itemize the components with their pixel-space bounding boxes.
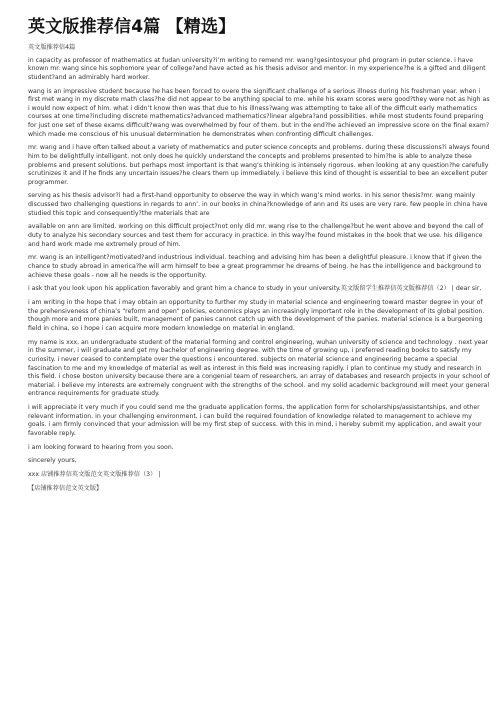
paragraph-material-science: i am writing in the hope that i may obtain an opportunity to further my study in material science and engineering toward master degree in your of the prehensiveness of china’s “reform and open” policies, economics plays an increasingly important role in the development of its global position. though more and more panies built, management of panies cannot catch up with the development of the panies. material science is a burgeoning field in china, so i hope i can acquire more modern knowledge on material in england. bbox=[28, 299, 485, 332]
page-title: 英文版推荐信4篇 【精选】 bbox=[28, 17, 236, 37]
paragraph-ann: available on ann are limited. working on this difficult project?not only did mr. wang rise to the challenge?but he went above and beyond the call of duty to analyze his secondary sources and test them for accuracy in practice. in this way?he found mistakes in the book that we use. his diligence and hard work made me extremely proud of him. bbox=[28, 223, 484, 248]
paragraph-thesis: serving as his thesis advisor?i had a first-hand opportunity to observe the way in which wang’s mind works. in his senor thesis?mr. wang mainly discussed two challenging questions in regards to ann’. in our books in china?knowledge of ann and its uses are very rare. few people in china have studied this topic and consequently?the materials that are bbox=[28, 192, 488, 217]
paragraph-appreciate: i will appreciate it very much if you could send me the graduate application forms, the application form for scholarships/assistantships, and other relevant information. in your challenging environment, i can build the required foundation of knowledge related to management to achieve my goals. i am firmly convinced that your admission will be my first step of success. with this in mind, i hereby submit my application, and await your favorable reply. bbox=[28, 404, 482, 437]
paragraph-letter-3-heading: xxx 店铺推荐信英文版范文英文版推荐信（3） | bbox=[28, 471, 161, 479]
paragraph-ask-favorably: i ask that you look upon his application favorably and grant him a chance to study in your university.英文版留学生推荐信英文版推荐信（2） | dear sir, bbox=[28, 285, 482, 293]
page-subtitle: 英文版推荐信4篇 bbox=[28, 44, 76, 51]
paragraph-my-name: my name is xxx, an undergraduate student of the material forming and control engineering, wuhan university of science and technology . next year in the summer, i will graduate and get my bachelor of engineering degree. with the time of growing up, i preferred reading books to satisfy my curiosity. i never ceased to contemplate over the questions i encountered. subjects on material science and engineering became a special fascination to me and my knowledge of material as well as interest in this field was increasing rapidly. i plan to continue my study and research in this field. i chose boston university because there are a congenial team of researchers, an array of databases and research projects in your school of material. i believe my interests are extremely congruent with the strengths of the school. and my solid academic background will meet your general entrance requirements for graduate study. bbox=[28, 338, 490, 398]
paragraph-discussions: mr. wang and i have often talked about a variety of mathematics and puter science concepts and problems. during these discussions?i always found him to be delightfully intelligent. not only does he quickly understand the concepts and problems presented to him?he is able to analyze these problems and present solutions. but perhaps most important is that wang’s thinking is intensely rigorous. when looking at any question?he carefully scrutinizes it and if he finds any uncertain issues?he clears them up immediately. i believe this kind of thought is essential to bee an excellent puter programmer. bbox=[28, 144, 490, 186]
paragraph-intro: in capacity as professor of mathematics at fudan university?i’m writing to remend mr. wang?gesintosyour phd program in puter science. i have known mr. wang since his sophomore year of college?and have acted as his thesis advisor and mentor. in my experience?he is a gifted and diligent student?and an admirably hard worker. bbox=[28, 56, 486, 81]
paragraph-motivated: mr. wang is an intelligent?motivated?and industrious individual. teaching and advising him has been a delightful pleasure. i know that if given the chance to study abroad in america?he will arm himself to bee a great programmer he dreams of being. he has the intelligence and background to achieve these goals - now all he needs is the opportunity. bbox=[28, 254, 482, 279]
paragraph-bracket-heading: 【店铺推荐信范文英文版】 bbox=[28, 484, 103, 492]
paragraph-looking-forward: i am looking forward to hearing from you soon. bbox=[28, 443, 174, 451]
paragraph-illness: wang is an impressive student because he has been forced to overe the significant challenge of a serious illness during his freshman year. when i first met wang in my discrete math class?he did not appear to be anything special to me. while his exam scores were good?they were not as high as i would now expect of him. what i didn’t know then was that due to his illness?wang was attempting to take all of the difficult early mathematics courses at one time?including discrete mathematics?advanced mathematics?linear algebra?and possibilities. while most students found preparing for just one set of these exams difficult?wang was overwhelmed by four of them. but in the end?he achieved an impressive score on the final exam?which made me conscious of his unusual determination he demonstrates when confronting difficult challenges. bbox=[28, 87, 490, 138]
paragraph-sincerely: sincerely yours, bbox=[28, 457, 77, 465]
